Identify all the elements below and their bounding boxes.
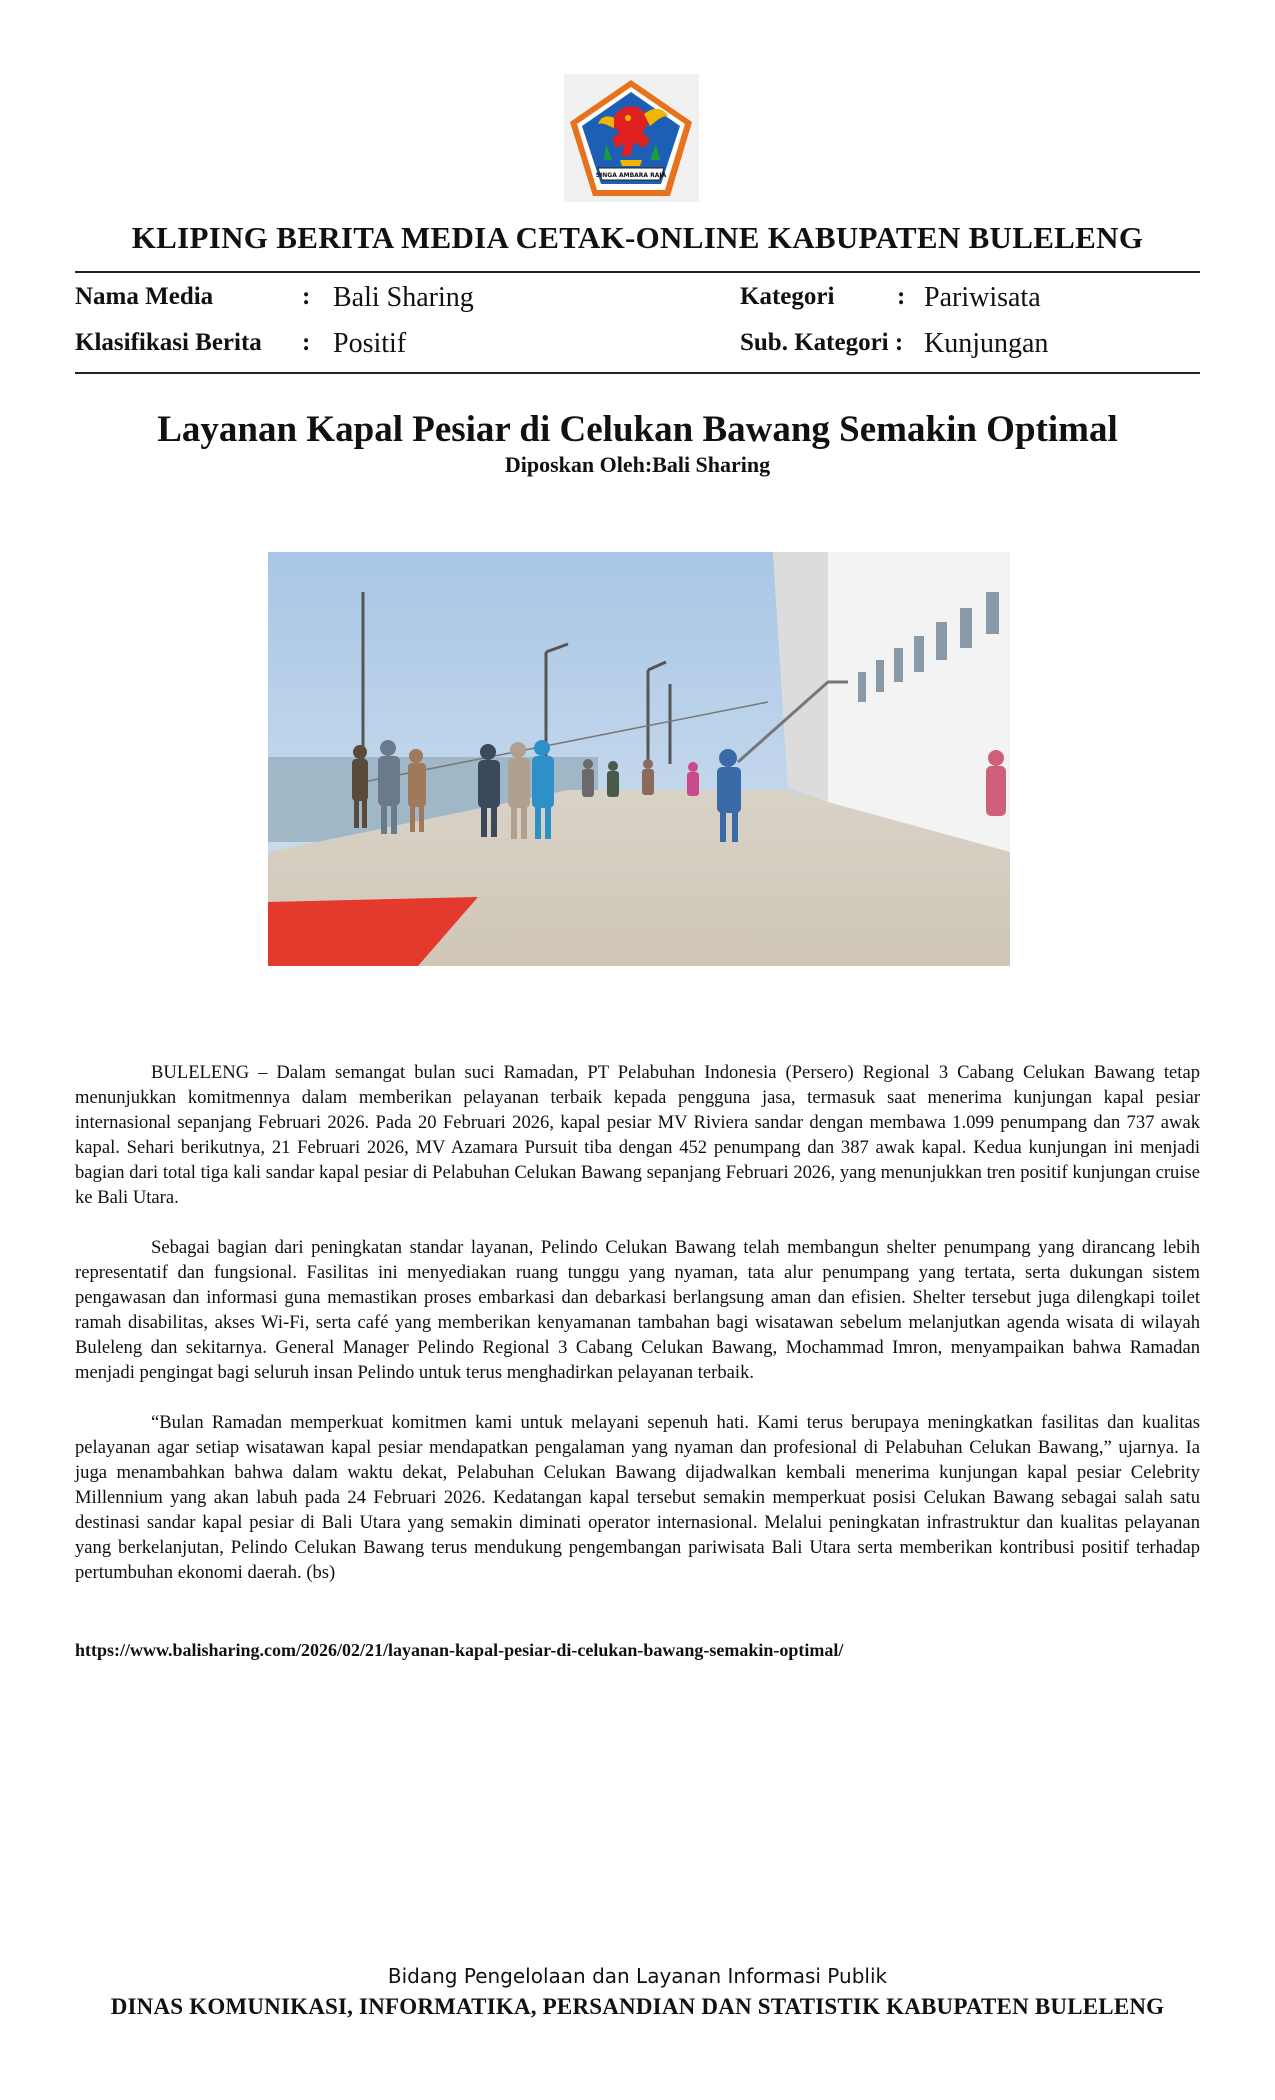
kategori-colon: :: [897, 283, 906, 310]
nama-media-colon: :: [302, 283, 311, 310]
cruise-passengers-photo: [268, 552, 1010, 966]
header-rule-bottom: [75, 372, 1200, 374]
article-byline: Diposkan Oleh:Bali Sharing: [504, 452, 771, 477]
article-paragraph: “Bulan Ramadan memperkuat komitmen kami untuk melayani sepenuh hati. Kami terus berupaya meningkatkan fasilitas dan kualitas pelayanan agar setiap wisatawan kapal pesiar mendapatkan pengalaman yang nyaman dan profesional di Pelabuhan Celukan Bawang,” ujarnya. Ia juga menambahkan bahwa dalam waktu dekat, Pelabuhan Celukan Bawang dijadwalkan kembali menerima kunjungan kapal pesiar Celebrity Millennium yang akan labuh pada 24 Februari 2026. Kedatangan kapal tersebut semakin memperkuat posisi Celukan Bawang sebagai salah satu destinasi sandar kapal pesiar di Bali Utara yang semakin diminati operator internasional. Melalui peningkatan infrastruktur dan kualitas pelayanan yang berkelanjutan, Pelindo Celukan Bawang terus mendukung pengembangan pariwisata Bali Utara serta memberikan kontribusi positif terhadap pertumbuhan ekonomi daerah. (bs): [75, 1412, 1200, 1583]
article-paragraph: BULELENG – Dalam semangat bulan suci Ramadan, PT Pelabuhan Indonesia (Persero) Regional 3 Cabang Celukan Bawang tetap menunjukkan komitmennya dalam memberikan pelayanan terbaik kepada pengguna jasa, termasuk saat menerima kunjungan kapal pesiar internasional sepanjang Februari 2026. Pada 20 Februari 2026, kapal pesiar MV Riviera sandar dengan membawa 1.099 penumpang dan 737 awak kapal. Sehari berikutnya, 21 Februari 2026, MV Azamara Pursuit tiba dengan 452 penumpang dan 387 awak kapal. Kedua kunjungan ini menjadi bagian dari total tiga kali sandar kapal pesiar di Pelabuhan Celukan Bawang sepanjang Februari 2026, yang menunjukkan tren positif kunjungan cruise ke Bali Utara.: [75, 1062, 1200, 1208]
article-body: [75, 1060, 1200, 1610]
klasifikasi-berita-value: Positif: [333, 328, 407, 359]
kategori-label: Kategori: [740, 283, 835, 310]
source-url[interactable]: https://www.balisharing.com/2026/02/21/layanan-kapal-pesiar-di-celukan-bawang-semakin-optimal/: [75, 1640, 844, 1660]
klasifikasi-berita-label: Klasifikasi Berita: [75, 329, 262, 356]
article-paragraph: Sebagai bagian dari peningkatan standar layanan, Pelindo Celukan Bawang telah membangun shelter penumpang yang dirancang lebih representatif dan fungsional. Fasilitas ini menyediakan ruang tunggu yang nyaman, tata alur penumpang yang tertata, serta dukungan sistem pengawasan dan informasi guna memastikan proses embarkasi dan debarkasi berlangsung aman dan efisien. Shelter tersebut juga dilengkapi toilet ramah disabilitas, akses Wi-Fi, serta café yang memberikan kenyamanan tambahan bagi wisatawan sebelum melanjutkan agenda wisata di wilayah Buleleng dan sekitarnya. General Manager Pelindo Regional 3 Cabang Celukan Bawang, Mochammad Imron, menyampaikan bahwa Ramadan menjadi pengingat bagi seluruh insan Pelindo untuk terus menghadirkan pelayanan terbaik.: [75, 1237, 1200, 1383]
header-rule-top: [75, 271, 1200, 273]
clipping-header-title: KLIPING BERITA MEDIA CETAK-ONLINE KABUPATEN BULELENG: [131, 220, 1144, 255]
klasifikasi-berita-colon: :: [302, 329, 311, 356]
nama-media-label: Nama Media: [75, 283, 214, 310]
kategori-value: Pariwisata: [924, 282, 1041, 313]
sub-kategori-label: Sub. Kategori :: [740, 329, 904, 356]
footer-unit-name: Bidang Pengelolaan dan Layanan Informasi Publik: [387, 1964, 888, 1988]
footer-agency-name: DINAS KOMUNIKASI, INFORMATIKA, PERSANDIAN DAN STATISTIK KABUPATEN BULELENG: [110, 1994, 1165, 2019]
nama-media-value: Bali Sharing: [333, 282, 474, 313]
emblem-banner-text: SINGA AMBARA RAJA: [595, 172, 667, 179]
sub-kategori-value: Kunjungan: [924, 328, 1049, 359]
article-title: Layanan Kapal Pesiar di Celukan Bawang Semakin Optimal: [157, 409, 1118, 450]
buleleng-regency-emblem: [564, 74, 699, 202]
